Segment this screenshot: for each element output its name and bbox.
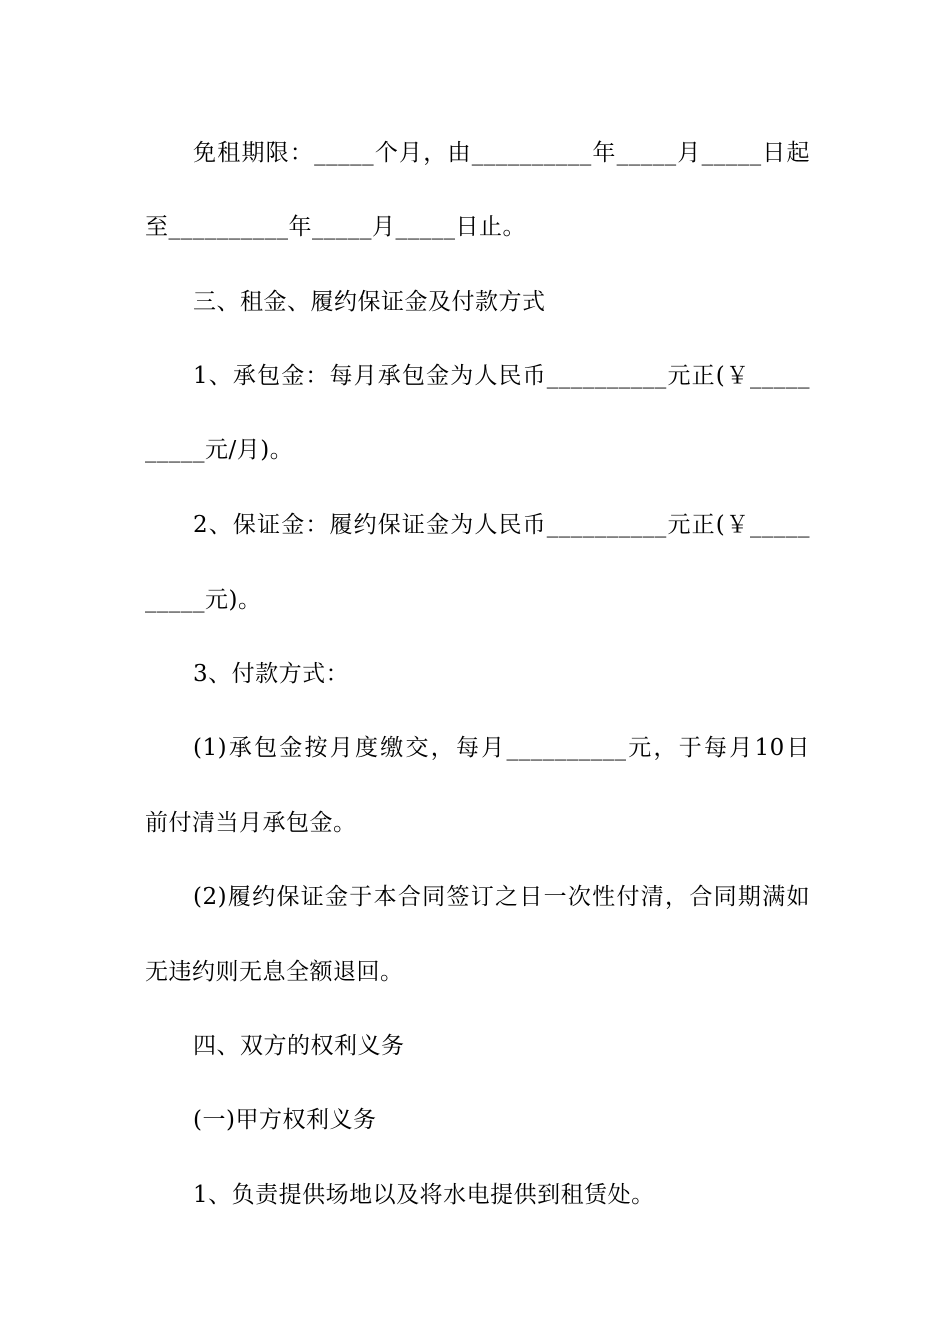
contract-fee-line-1: 1、承包金：每月承包金为人民币__________元正(￥_____ [193,363,810,389]
payment-item-2-line-1: (2)履约保证金于本合同签订之日一次性付清，合同期满如 [193,884,810,910]
payment-item-1-line-2: 前付清当月承包金。 [145,810,357,836]
section-heading-rights-obligations: 四、双方的权利义务 [193,1033,405,1059]
deposit-line-1: 2、保证金：履约保证金为人民币__________元正(￥_____ [193,512,810,538]
section-heading-rent-deposit-payment: 三、租金、履约保证金及付款方式 [193,289,546,315]
payment-method-heading: 3、付款方式： [193,661,350,687]
payment-item-2-line-2: 无违约则无息全额退回。 [145,959,404,985]
contract-fee-line-2: _____元/月)。 [145,437,294,463]
deposit-line-2: _____元)。 [145,587,262,613]
party-a-item-1: 1、负责提供场地以及将水电提供到租赁处。 [193,1182,655,1208]
payment-item-1-line-1: (1)承包金按月度缴交，每月__________元，于每月10日 [193,735,810,761]
subsection-heading-party-a: (一)甲方权利义务 [193,1107,377,1133]
rent-free-period-line-2: 至__________年_____月_____日止。 [145,214,526,240]
rent-free-period-line-1: 免租期限：_____个月，由__________年_____月_____日起 [193,140,810,166]
